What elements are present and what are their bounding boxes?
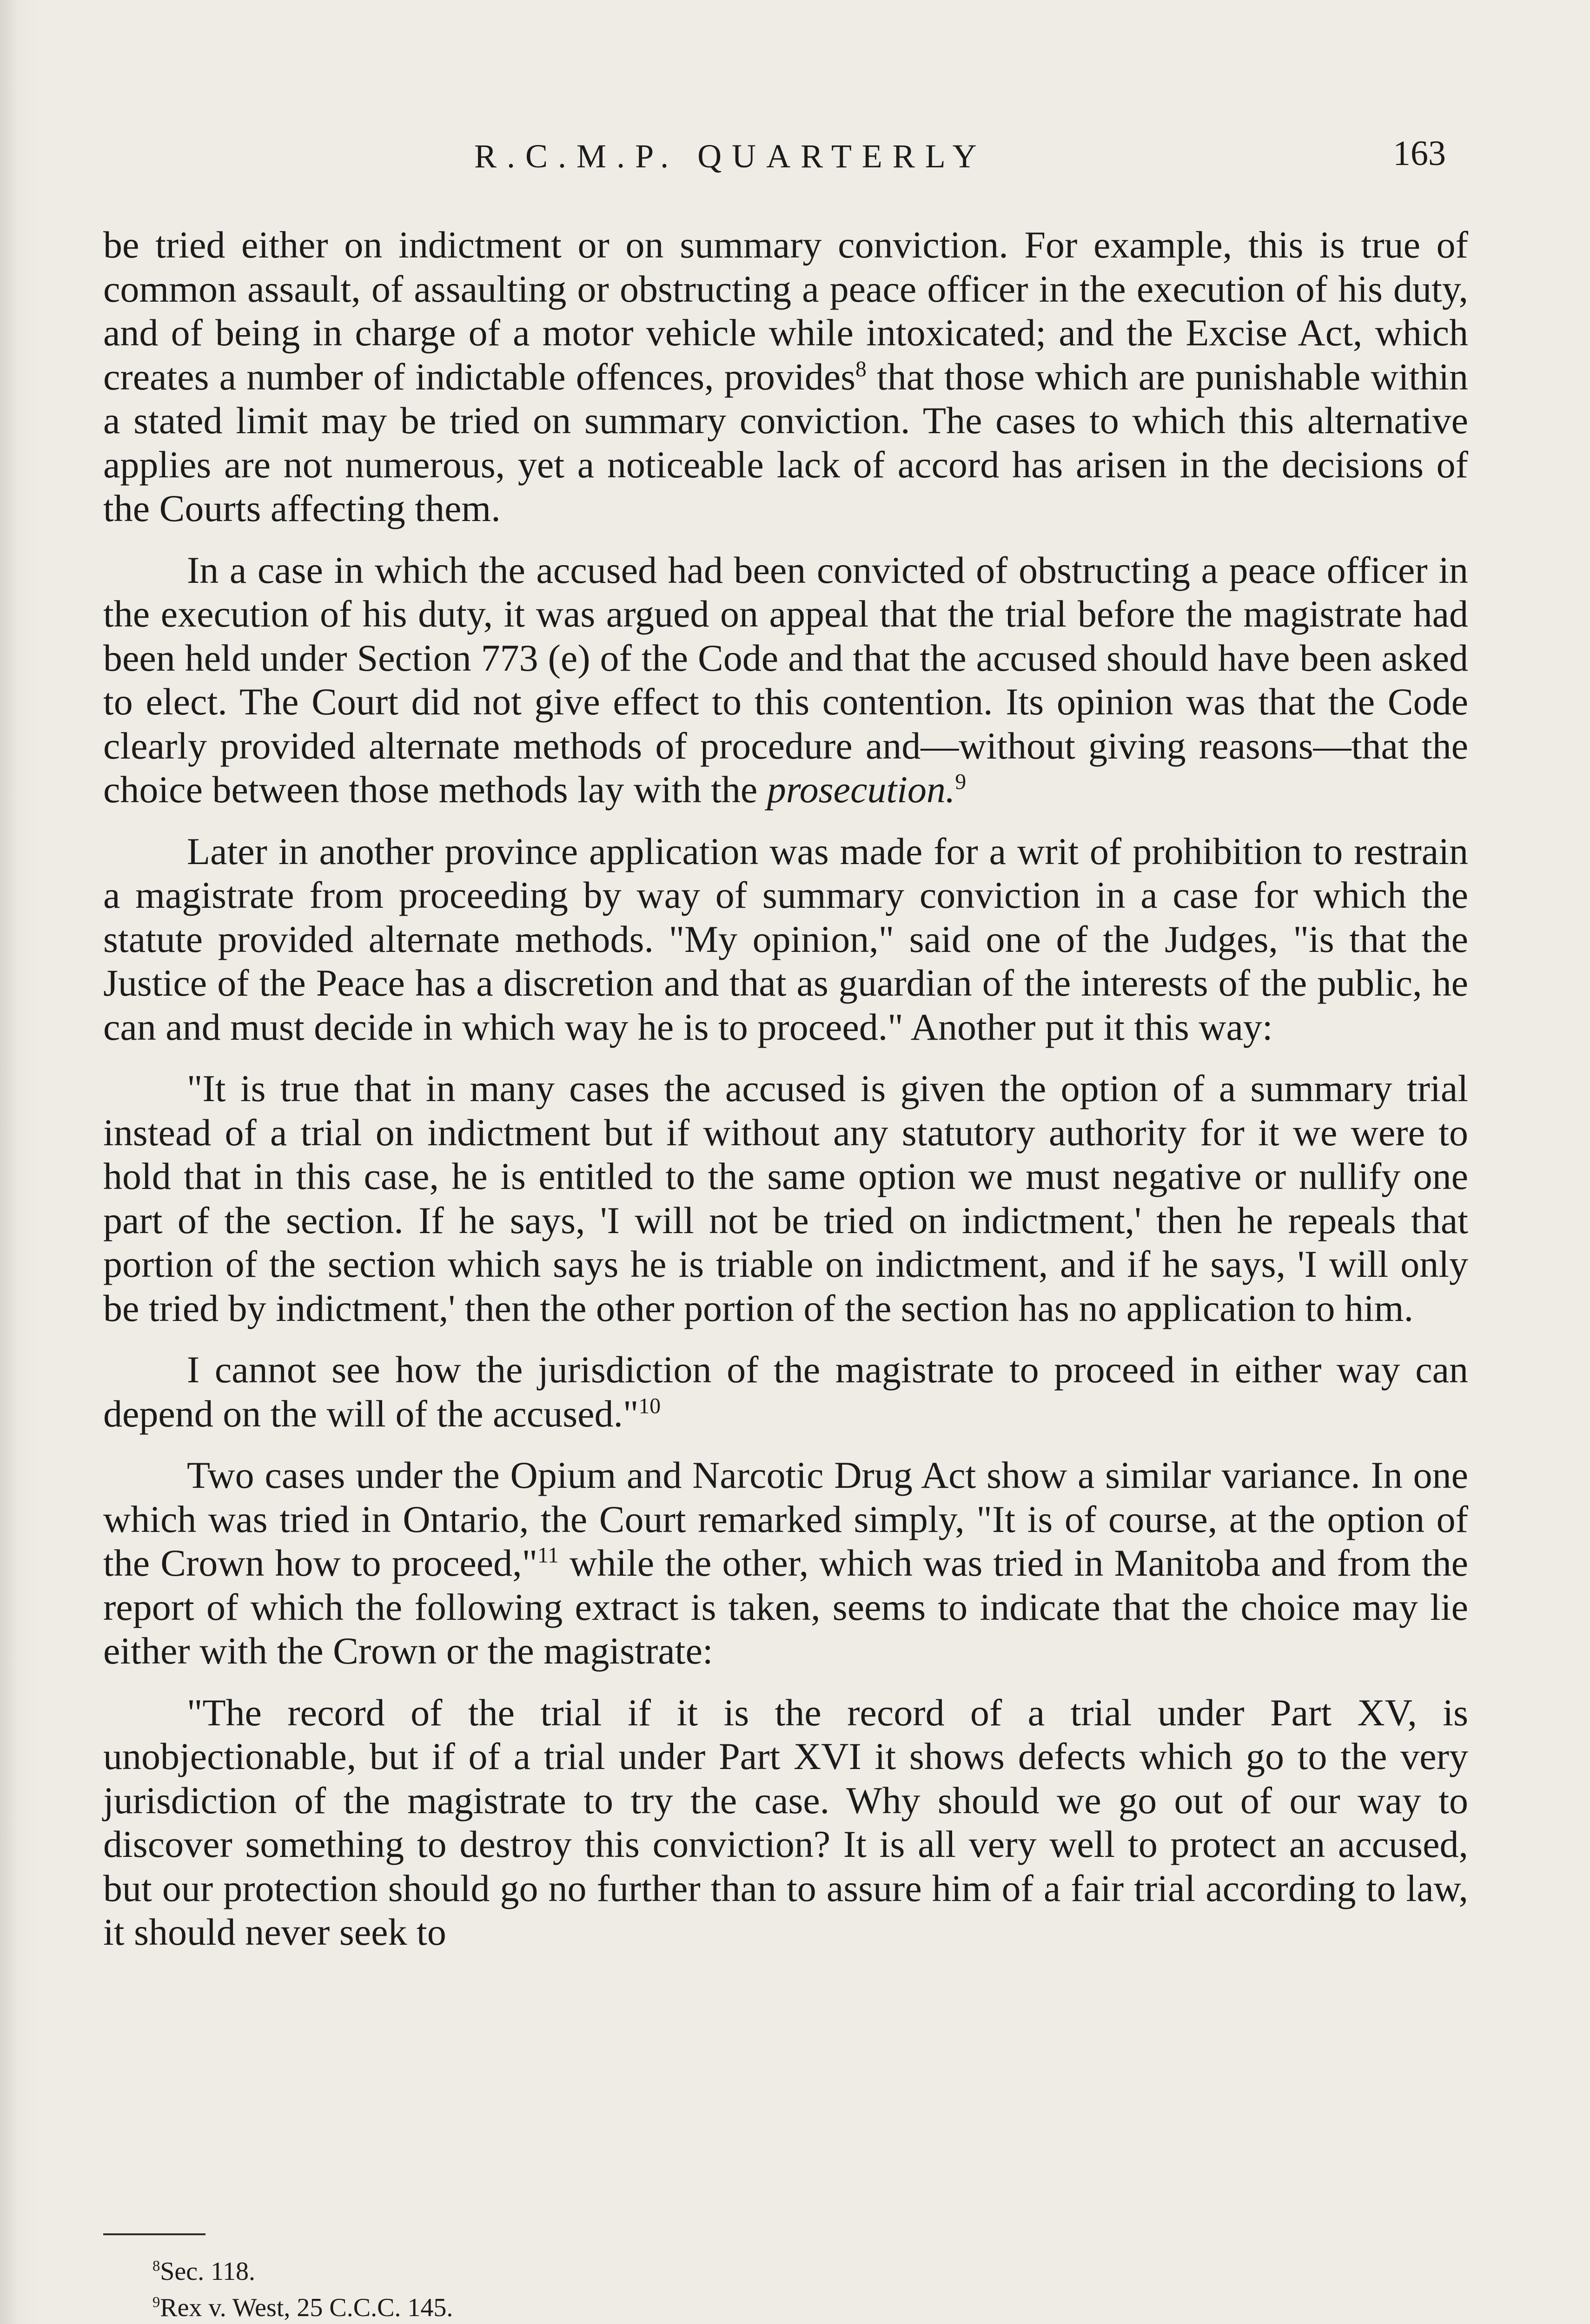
body-text (103, 223, 1468, 1954)
page-number: 163 (1393, 134, 1446, 173)
footnote-ref-11: 11 (537, 1543, 559, 1568)
paragraph-text-continued: that those which are punishable within a stated limit may be tried on summary conviction. The cases to which this alternative applies are not numerous, yet a noticeable lack of accord has arisen in the decisions of the Courts affecting them. (103, 355, 1468, 529)
footnote-marker: 8 (152, 2258, 160, 2275)
paragraph-3 (103, 830, 1468, 1050)
footnote-marker: 9 (152, 2294, 160, 2311)
footnote-ref-9: 9 (955, 770, 967, 794)
quoted-paragraph-2 (103, 1348, 1468, 1436)
footnote-9 (103, 2291, 1468, 2324)
footnotes (103, 2254, 1468, 2324)
footnote-ref-10: 10 (638, 1394, 661, 1419)
paragraph-text-continued: while the other, which was tried in Manitoba and from the report of which the following extract is taken, seems to indicate that the choice may lie either with the Crown or the magistrate: (103, 1542, 1468, 1672)
paragraph-text: Later in another province application was made for a writ of prohibition to restrain a magistrate from proceeding by way of summary conviction in a case for which the statute provided alternate methods. "My opinion," said one of the Judges, "is that the Justice of the Peace has a discretion and that as guardian of the interests of the public, he can and must decide in which way he is to proceed." Another put it this way: (103, 830, 1468, 1048)
footnote-text: Rex v. West, 25 C.C.C. 145. (160, 2293, 453, 2322)
paragraph-2 (103, 548, 1468, 812)
paragraph-text: "The record of the trial if it is the record of a trial under Part XV, is unobjectionable, but if of a trial under Part XVI it shows defects which go to the very jurisdiction of the magistrate to try the case. Why should we go out of our way to discover something to destroy this conviction? It is all very well to protect an accused, but our protection should go no further than to assure him of a fair trial according to law, it should never seek to (103, 1691, 1468, 1953)
paragraph-text: In a case in which the accused had been convicted of obstructing a peace officer in the execution of his duty, it was argued on appeal that the trial before the magistrate had been held under Section 773 (e) of the Code and that the accused should have been asked to elect. The Court did not give effect to this contention. Its opinion was that the Code clearly provided alternate methods of procedure and—without giving reasons—that the choice between those methods lay with the (103, 548, 1468, 811)
running-head: R.C.M.P. QUARTERLY (474, 138, 987, 175)
paragraph-text: I cannot see how the jurisdiction of the magistrate to proceed in either way can depend on the will of the accused." (103, 1348, 1468, 1435)
footnote-ref-8: 8 (855, 357, 867, 382)
paragraph-text: Two cases under the Opium and Narcotic Drug Act show a similar variance. In one which was tried in Ontario, the Court remarked simply, "It is of course, at the option of the Crown how to proceed," (103, 1454, 1468, 1584)
paragraph-text: "It is true that in many cases the accused is given the option of a summary trial instead of a trial on indictment but if without any statutory authority for it we were to hold that in this case, he is entitled to the same option we must negative or nullify one part of the section. If he says, 'I will not be tried on indictment,' then he repeals that portion of the section which says he is triable on indictment, and if he says, 'I will only be tried by indictment,' then the other portion of the section has no application to him. (103, 1067, 1468, 1329)
quoted-paragraph-3 (103, 1691, 1468, 1954)
quoted-paragraph-1 (103, 1067, 1468, 1330)
footnote-text: Sec. 118. (160, 2257, 256, 2286)
paragraph-4 (103, 1453, 1468, 1673)
italic-term: prosecution. (767, 768, 955, 811)
paragraph-text: be tried either on indictment or on summary conviction. For example, this is true of common assault, of assaulting or obstructing a peace officer in the execution of his duty, and of being in charge of a motor vehicle while intoxicated; and the Excise Act, which creates a number of indictable offences, provides (103, 224, 1468, 398)
paragraph-1 (103, 223, 1468, 531)
footnote-divider (103, 2233, 205, 2235)
footnote-8 (103, 2254, 1468, 2289)
